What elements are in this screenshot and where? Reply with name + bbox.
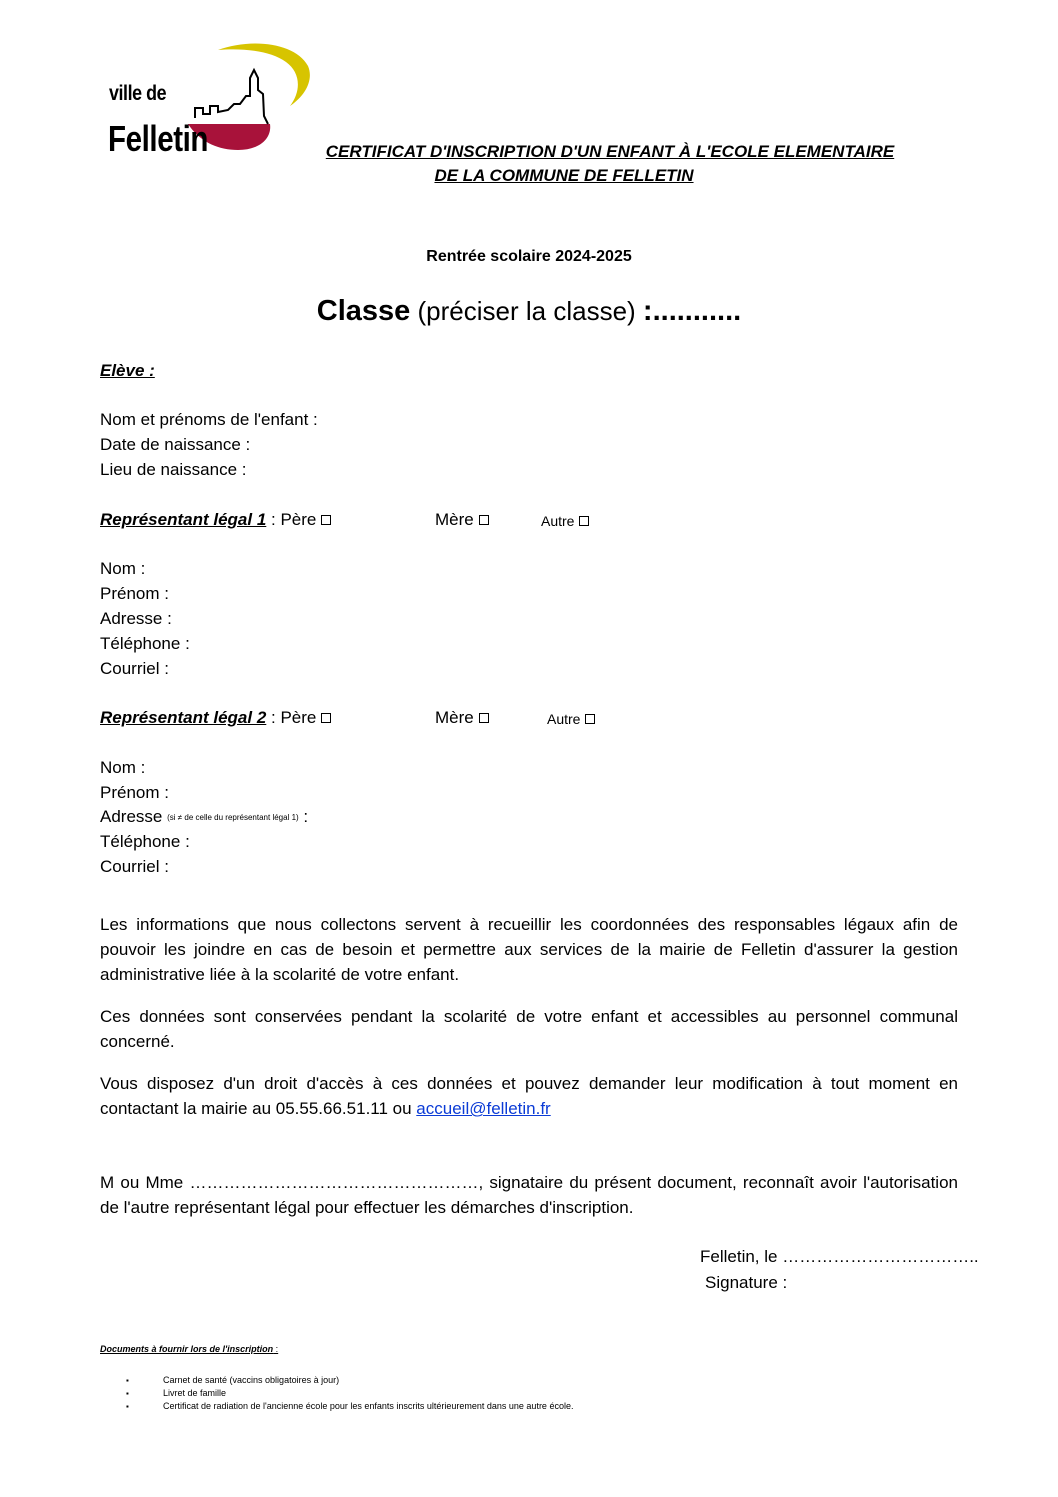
rep2-autre-checkbox[interactable] (585, 714, 595, 724)
rep1-sep: : (266, 510, 281, 529)
eleve-section-title: Elève : (100, 361, 155, 380)
rep1-mere-checkbox[interactable] (479, 515, 489, 525)
rep2-adresse-note: (si ≠ de celle du représentant légal 1) (167, 813, 299, 823)
rep1-autre (541, 509, 589, 534)
school-year: Rentrée scolaire 2024-2025 (426, 248, 632, 265)
info-paragraph-3-text: Vous disposez d'un droit d'accès à ces données et pouvez demander leur modification à tout moment en contactant la mairie au 05.55.66.51.11 ou (100, 1074, 958, 1118)
rep1-field-prenom: Prénom : (100, 584, 169, 603)
rep1-option-mere: Mère (435, 510, 474, 529)
eleve-field-nom: Nom et prénoms de l'enfant : (100, 410, 318, 429)
documents-list (126, 1374, 573, 1413)
rep2-adresse-colon: : (298, 807, 309, 826)
classe-hint: (préciser la classe) (417, 296, 636, 326)
rep1-field-telephone: Téléphone : (100, 634, 190, 653)
logo-ville-text: ville de (109, 82, 167, 105)
rep1-field-adresse: Adresse : (100, 609, 172, 628)
rep2-pere-checkbox[interactable] (321, 713, 331, 723)
rep2-title: Représentant légal 2 (100, 708, 267, 727)
rep2-option-autre: Autre (547, 711, 581, 727)
rep1-autre-checkbox[interactable] (579, 516, 589, 526)
contact-email-link[interactable]: accueil@felletin.fr (416, 1099, 551, 1118)
document-title-line2: DE LA COMMUNE DE FELLETIN (434, 166, 694, 185)
rep1-header (100, 507, 331, 532)
rep1-title: Représentant légal 1 (100, 510, 267, 529)
rep2-field-prenom: Prénom : (100, 783, 169, 802)
eleve-field-date: Date de naissance : (100, 435, 251, 454)
rep2-field-nom: Nom : (100, 758, 146, 777)
rep1-option-pere: Père (280, 510, 317, 529)
list-item: ▪ Livret de famille (126, 1387, 573, 1400)
rep1-mere (435, 507, 489, 532)
rep1-field-courriel: Courriel : (100, 659, 169, 678)
rep2-header (100, 705, 331, 730)
rep1-field-nom: Nom : (100, 559, 146, 578)
rep2-mere-checkbox[interactable] (479, 713, 489, 723)
classe-line (0, 295, 1058, 328)
eleve-field-lieu: Lieu de naissance : (100, 460, 247, 479)
rep2-field-adresse (100, 804, 308, 830)
rep2-mere (435, 705, 489, 730)
documents-title-colon: : (273, 1344, 279, 1354)
logo-felletin-text: Felletin (108, 118, 209, 159)
documents-title (100, 1344, 278, 1354)
rep2-option-pere: Père (280, 708, 317, 727)
rep2-adresse-label: Adresse (100, 807, 163, 826)
rep2-field-telephone: Téléphone : (100, 832, 190, 851)
info-paragraph-1: Les informations que nous collectons servent à recueillir les coordonnées des responsables légaux afin de pouvoir les joindre en cas de besoin et permettre aux services de la mairie de Felletin d'assurer la gestion administrative liée à la scolarité de votre enfant. (100, 915, 958, 984)
documents-title-text: Documents à fournir lors de l'inscription (100, 1344, 274, 1354)
signature-label: Signature : (705, 1273, 788, 1292)
rep2-autre (547, 707, 595, 732)
info-paragraph-2: Ces données sont conservées pendant la scolarité de votre enfant et accessibles au personnel communal concerné. (100, 1007, 958, 1051)
rep1-option-autre: Autre (541, 513, 575, 529)
rep2-field-courriel: Courriel : (100, 857, 169, 876)
document-title-line1: CERTIFICAT D'INSCRIPTION D'UN ENFANT À L'ECOLE ELEMENTAIRE (325, 142, 895, 161)
classe-dots: :........... (642, 295, 742, 327)
info-paragraph-3 (100, 1071, 958, 1121)
signature-place-date: Felletin, le …………………………….. (700, 1247, 979, 1266)
list-item: ▪ Certificat de radiation de l'ancienne école pour les enfants inscrits ultérieurement dans une autre école. (126, 1400, 573, 1413)
authorization-paragraph: M ou Mme ……………………………………………, signataire du présent document, reconnaît avoir l'autorisation de l'autre représentant légal pour effectuer les démarches d'inscription. (100, 1173, 958, 1217)
rep2-sep: : (266, 708, 281, 727)
list-item: ▪ Carnet de santé (vaccins obligatoires à jour) (126, 1374, 573, 1387)
classe-label: Classe (316, 295, 411, 327)
rep2-option-mere: Mère (435, 708, 474, 727)
rep1-pere-checkbox[interactable] (321, 515, 331, 525)
